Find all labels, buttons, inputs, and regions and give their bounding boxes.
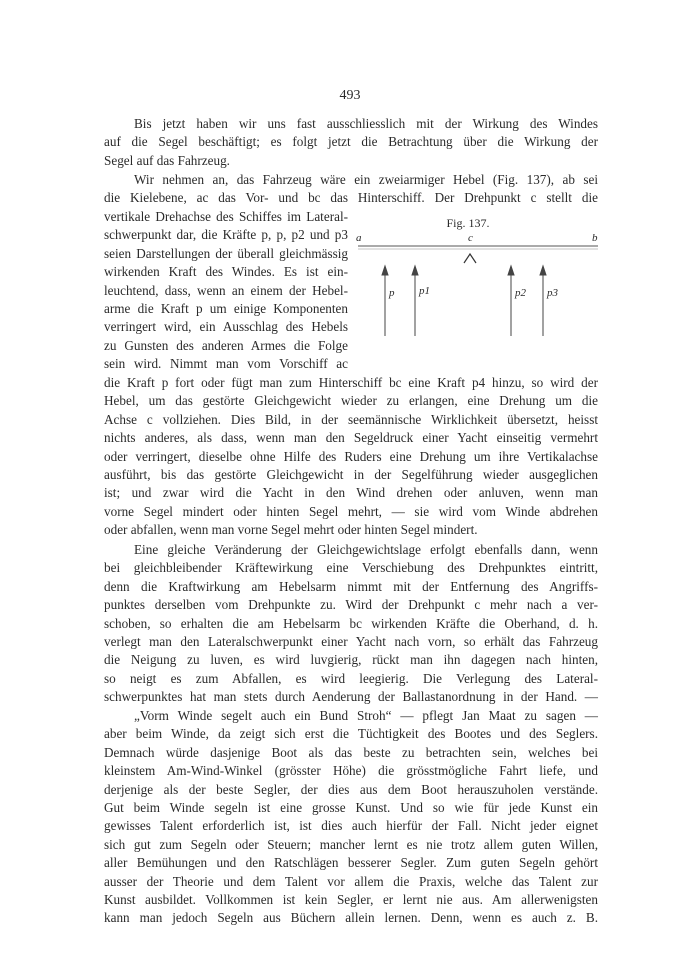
lever-diagram <box>358 214 598 344</box>
force-arrowhead-p3 <box>540 266 546 275</box>
text-line: wirkenden Kraft des Windes. Es ist ein- <box>104 264 348 280</box>
text-line: „Vorm Winde segelt auch ein Bund Stroh“ — pflegt Jan Maat zu sagen — <box>134 708 598 723</box>
text-line: sein wird. Nimmt man vom Vorschiff ac <box>104 356 348 372</box>
text-line: auf die Segel beschäftigt; es folgt jetzt die Betrachtung über die Wirkung der <box>104 134 598 150</box>
text-line: oder abfallen, wenn man vorne Segel mehrt oder hinten Segel mindert. <box>104 522 478 538</box>
text-line: Gut beim Winde segeln ist eine grosse Kunst. Und so wie für jede Kunst ein <box>104 800 598 816</box>
text-line: arme die Kraft p um einige Komponenten <box>104 301 348 317</box>
text-line: ausführt, bis das gestörte Gleichgewicht in der Segelführung wieder ausgeglichen <box>104 467 598 483</box>
figure-137 <box>358 214 598 344</box>
text-line: kann man jedoch Segeln aus Büchern allein lernen. Denn, wenn es auch z. B. <box>104 910 598 926</box>
force-arrowhead-p <box>382 266 388 275</box>
force-arrowhead-p1 <box>412 266 418 275</box>
text-line: seien Darstellungen der überall gleichmässig <box>104 245 348 261</box>
text-line: zu Gunsten des anderen Armes die Folge <box>104 337 348 353</box>
text-line: Demnach würde dasjenige Boot als das beste zu betrachten sein, welches bei <box>104 744 598 760</box>
paragraph-2-top <box>104 171 598 208</box>
text-line: Hebel, um das gestörte Gleichgewicht wieder zu erlangen, eine Drehung um die <box>104 393 598 409</box>
text-line: Wir nehmen an, das Fahrzeug wäre ein zweiarmiger Hebel (Fig. 137), ab sei <box>134 172 598 187</box>
text-line: die Kraft p fort oder fügt man zum Hinterschiff bc eine Kraft p4 hinzu, so wird der <box>104 375 598 390</box>
text-line: derjenige als der beste Segler, der dies aus dem Boot herauszuholen verstände. <box>104 781 598 797</box>
text-line: schoben, so erhalten die am Hebelsarm bc wirkenden Kräfte die Oberhand, d. h. <box>104 615 598 631</box>
text-line: Achse c vollziehen. Dies Bild, in der seemännische Wirklichkeit übersetzt, heisst <box>104 411 598 427</box>
label-p2: p2 <box>515 287 526 299</box>
text-line: ist; und zwar wird die Yacht in den Wind drehen oder anluven, wenn man <box>104 485 598 501</box>
text-line: gewisses Talent erforderlich ist, ist dies auch hierfür der Fall. Nicht jeder eignet <box>104 818 598 834</box>
paragraph-1 <box>104 115 598 170</box>
text-line: Segel auf das Fahrzeug. <box>104 152 230 168</box>
text-line: Bis jetzt haben wir uns fast ausschliesslich mit der Wirkung des Windes <box>134 116 598 131</box>
label-c: c <box>468 232 473 244</box>
label-b: b <box>592 232 598 244</box>
label-p1: p1 <box>419 285 430 297</box>
paragraph-2-bottom <box>104 374 598 540</box>
force-arrowhead-p2 <box>508 266 514 275</box>
text-line: schwerpunktes hat man stets durch Aenderung der Ballastanordnung in der Hand. — <box>104 689 598 705</box>
text-line: nichts anderes, als dass, wenn man den Segeldruck einer Yacht einseitig vermehrt <box>104 430 598 446</box>
label-p3: p3 <box>547 287 558 299</box>
text-line: bei gleichbleibender Kräftewirkung eine Verschiebung des Drehpunktes eintritt, <box>104 560 598 576</box>
text-line: leuchtend, dass, wenn an einem der Hebel- <box>104 282 348 298</box>
label-p: p <box>389 287 395 299</box>
text-line: vorne Segel mindert oder hinten Segel mehrt, — sie wird vom Winde abdrehen <box>104 503 598 519</box>
text-line: so neigt es zum Abfallen, es wird leegierig. Die Verlegung des Lateral- <box>104 670 598 686</box>
text-line: Eine gleiche Veränderung der Gleichgewichtslage erfolgt ebenfalls dann, wenn <box>134 542 598 557</box>
text-line: ausser der Theorie und dem Talent vor allem die Praxis, welche das Talent zur <box>104 873 598 889</box>
text-line: oder verringert, dieselbe ohne Hilfe des Ruders eine Drehung um ihre Vertikalachse <box>104 448 598 464</box>
text-line: Kunst ausbildet. Vollkommen ist kein Segler, er lernt nie aus. Am allerwenigsten <box>104 892 598 908</box>
text-line: vertikale Drehachse des Schiffes im Lateral- <box>104 209 348 224</box>
pivot-mark <box>464 254 476 263</box>
text-line: schwerpunkt dar, die Kräfte p, p, p2 und p3 <box>104 227 348 243</box>
text-line: kleinstem Am-Wind-Winkel (grösster Höhe) die grösstmögliche Fahrt liefe, und <box>104 763 598 779</box>
text-line: punktes derselben vom Drehpunkte zu. Wird der Drehpunkt c mehr nach a ver- <box>104 597 598 613</box>
figure-caption: Fig. 137. <box>446 216 490 230</box>
page-number: 493 <box>339 88 361 103</box>
text-line: denn die Kraftwirkung am Hebelsarm nimmt mit der Entfernung des Angriffs- <box>104 578 598 594</box>
paragraph-4 <box>104 707 598 928</box>
text-line: aber beim Winde, da zeigt sich erst die Tüchtigkeit des Bootes und des Seglers. <box>104 726 598 742</box>
text-line: sich gut zum Segeln oder Steuern; mancher lernt es nie trotz allem guten Willen, <box>104 836 598 852</box>
text-line: aller Bemühungen und den Ratschlägen besserer Segler. Zum guten Segeln gehört <box>104 855 598 871</box>
text-line: verringert wird, ein Ausschlag des Hebels <box>104 319 348 335</box>
paragraph-2-narrow <box>104 208 348 374</box>
text-line: die Neigung zu luven, es wird luvgierig, rückt man ihn dagegen nach hinten, <box>104 652 598 668</box>
label-a: a <box>356 232 362 244</box>
text-line: verlegt man den Lateralschwerpunkt einer Yacht nach vorn, so erhält das Fahrzeug <box>104 634 598 650</box>
paragraph-3 <box>104 541 598 707</box>
text-line: die Kielebene, ac das Vor- und bc das Hinterschiff. Der Drehpunkt c stellt die <box>104 190 598 206</box>
